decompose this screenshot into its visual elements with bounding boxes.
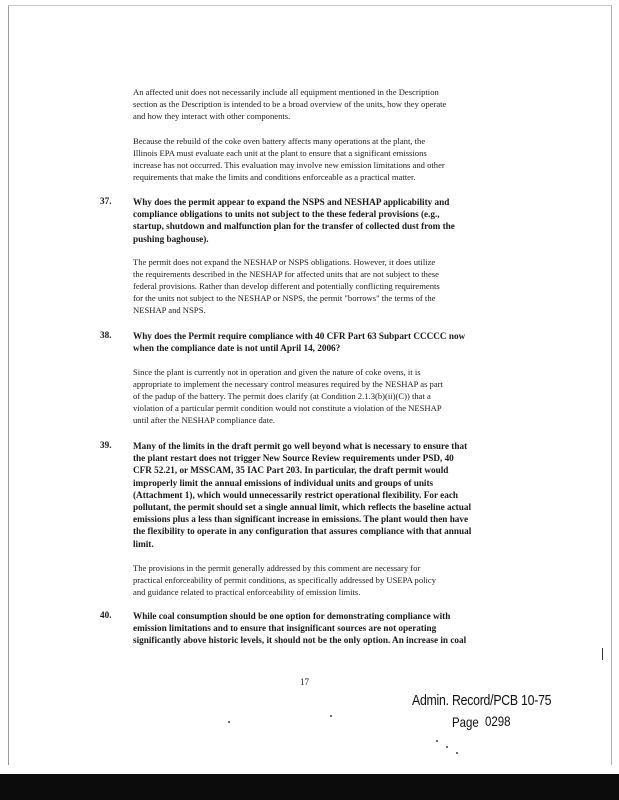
text-line: for the units not subject to the NESHAP or NSPS, the permit "borrows" the terms of the xyxy=(133,293,436,303)
paragraph-response-39 xyxy=(133,562,519,598)
question-number: 37. xyxy=(100,196,112,206)
scan-left-edge xyxy=(8,5,9,765)
text-line: improperly limit the annual emissions of individual units and groups of units xyxy=(133,477,434,488)
text-line: significantly above historic levels, it should not be the only option. An increase in coal xyxy=(133,635,467,646)
text-line: Why does the permit appear to expand the NSPS and NESHAP applicability and xyxy=(133,197,450,207)
text-line: Many of the limits in the draft permit go well beyond what is necessary to ensure that xyxy=(133,441,468,451)
stamp-page-label: Page xyxy=(452,714,479,730)
scan-speck xyxy=(330,715,332,717)
text-line: (Attachment 1), which would unnecessarily restrict operational flexibility. For each xyxy=(133,489,459,500)
scan-bottom-bar xyxy=(0,774,619,800)
text-line: An affected unit does not necessarily include all equipment mentioned in the Description xyxy=(133,87,439,97)
text-line: Why does the Permit require compliance with 40 CFR Part 63 Subpart CCCCC now xyxy=(133,331,466,341)
scan-speck xyxy=(228,721,230,723)
text-line: NESHAP and NSPS. xyxy=(133,305,206,315)
question-40 xyxy=(133,610,523,647)
question-38 xyxy=(133,330,523,354)
scan-mark xyxy=(602,648,603,660)
question-number: 40. xyxy=(100,610,112,620)
text-line: limit. xyxy=(133,538,154,549)
text-line: compliance obligations to units not subject to the these federal provisions (e.g., xyxy=(133,209,440,220)
text-line: emissions plus a less than significant increase in emissions. The plant would then have xyxy=(133,514,469,525)
text-line: pollutant, the permit should set a single annual limit, which reflects the baseline actual xyxy=(133,502,471,513)
paragraph-coke-oven-rebuild xyxy=(133,135,519,183)
question-37 xyxy=(133,196,523,245)
text-line: startup, shutdown and malfunction plan for the transfer of collected dust from the xyxy=(133,221,455,232)
scan-speck xyxy=(446,746,448,748)
admin-record-stamp: Admin. Record/PCB 10-75 xyxy=(412,692,552,709)
text-line: when the compliance date is not until April 14, 2006? xyxy=(133,343,341,354)
text-line: The provisions in the permit generally addressed by this comment are necessary for xyxy=(133,563,421,573)
text-line: federal provisions. Rather than develop different and potentially conflicting requirements xyxy=(133,281,440,291)
paragraph-response-38 xyxy=(133,366,519,426)
page-number: 17 xyxy=(300,677,309,687)
text-line: increase has not occurred. This evaluation may involve new emission limitations and other xyxy=(133,160,445,170)
text-line: the plant restart does not trigger New Source Review requirements under PSD, 40 xyxy=(133,453,454,464)
text-line: The permit does not expand the NESHAP or NSPS obligations. However, it does utilize xyxy=(133,257,436,267)
text-line: appropriate to implement the necessary control measures required by the NESHAP as part xyxy=(133,379,443,389)
text-line: practical enforceability of permit conditions, as specifically addressed by USEPA policy xyxy=(133,575,437,585)
scan-speck xyxy=(456,752,458,754)
text-line: and how they interact with other components. xyxy=(133,111,291,121)
text-line: While coal consumption should be one option for demonstrating compliance with xyxy=(133,611,451,621)
question-number: 38. xyxy=(100,330,112,340)
text-line: of the padup of the battery. The permit does clarify (at Condition 2.1.3(b)(ii)(C)) that a xyxy=(133,391,431,401)
text-line: the flexibility to operate in any configuration that assures compliance with that annual xyxy=(133,526,472,537)
scan-top-edge xyxy=(8,5,611,6)
text-line: and guidance related to practical enforceability of emission limits. xyxy=(133,587,361,597)
paragraph-response-37 xyxy=(133,256,519,316)
question-39 xyxy=(133,440,523,550)
text-line: pushing baghouse). xyxy=(133,233,209,244)
text-line: requirements that make the limits and conditions enforceable as a practical matter. xyxy=(133,172,416,182)
text-line: Illinois EPA must evaluate each unit at the plant to ensure that a significant emissions xyxy=(133,148,427,158)
text-line: violation of a particular permit condition would not constitute a violation of the NESHAP xyxy=(133,403,442,413)
text-line: CFR 52.21, or MSSCAM, 35 IAC Part 203. In particular, the draft permit would xyxy=(133,465,449,476)
text-line: until after the NESHAP compliance date. xyxy=(133,415,275,425)
paragraph-affected-unit xyxy=(133,86,519,122)
stamp-page-number: 0298 xyxy=(485,713,511,729)
text-line: Because the rebuild of the coke oven battery affects many operations at the plant, the xyxy=(133,136,426,146)
text-line: section as the Description is intended to be a broad overview of the units, how they operate xyxy=(133,99,447,109)
text-line: emission limitations and to ensure that insignificant sources are not operating xyxy=(133,623,437,634)
text-line: Since the plant is currently not in operation and given the nature of coke ovens, it is xyxy=(133,367,421,377)
question-number: 39. xyxy=(100,440,112,450)
text-line: the requirements described in the NESHAP for affected units that are not subject to these xyxy=(133,269,439,279)
scan-speck xyxy=(436,740,438,742)
scan-right-edge xyxy=(611,5,612,765)
